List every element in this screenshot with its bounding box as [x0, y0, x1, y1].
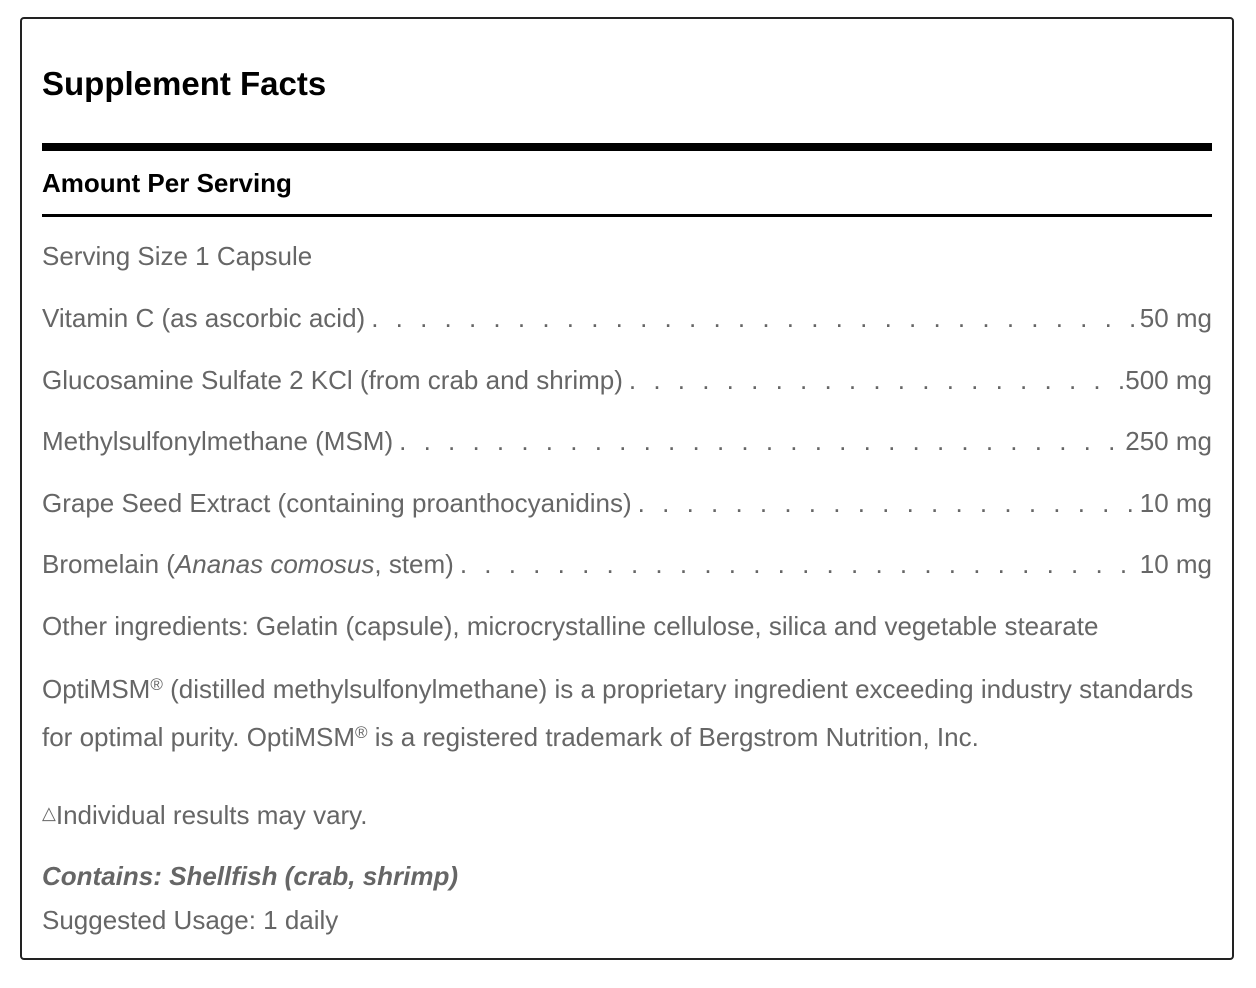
ingredient-name: Grape Seed Extract (containing proanthocyanidins) — [42, 488, 632, 518]
ingredient-row — [42, 300, 1212, 336]
thick-divider — [42, 143, 1212, 151]
registered-mark: ® — [150, 675, 163, 694]
optimsm-note — [42, 665, 1212, 761]
serving-size: Serving Size 1 Capsule — [42, 241, 313, 271]
ingredient-amount: 10 mg — [1139, 488, 1212, 518]
ingredient-amount: 10 mg — [1139, 549, 1212, 579]
dot-leader — [371, 300, 1140, 336]
supplement-facts-panel — [20, 17, 1234, 960]
ingredient-name-prefix: Bromelain ( — [42, 549, 175, 579]
ingredient-name-botanical: Ananas comosus — [174, 549, 375, 579]
ingredient-name-suffix: , stem) — [374, 549, 454, 579]
ingredient-amount: 250 mg — [1125, 426, 1212, 456]
dot-leader — [638, 485, 1140, 521]
ingredient-row — [42, 423, 1212, 459]
suggested-usage: Suggested Usage: 1 daily — [42, 905, 339, 935]
optimsm-note-part1: (distilled methylsulfonylmethane) is a proprietary ingredient exceeding industry standards for optimal purity. — [42, 674, 1194, 752]
optimsm-brand: OptiMSM — [246, 722, 356, 752]
dot-leader — [399, 423, 1125, 459]
disclaimer-text: Individual results may vary. — [55, 800, 368, 830]
ingredient-name — [42, 546, 460, 582]
disclaimer — [42, 797, 1212, 833]
ingredient-amount: 500 mg — [1125, 365, 1212, 395]
optimsm-note-part2: is a registered trademark of Bergstrom Nutrition, Inc. — [367, 722, 979, 752]
triangle-icon: △ — [42, 803, 56, 823]
dot-leader — [629, 362, 1125, 398]
ingredient-row — [42, 546, 1212, 582]
medium-divider — [42, 214, 1212, 217]
registered-mark: ® — [355, 723, 368, 742]
ingredient-row — [42, 485, 1212, 521]
ingredient-row — [42, 362, 1212, 398]
amount-per-serving-header: Amount Per Serving — [42, 168, 292, 198]
panel-title: Supplement Facts — [42, 65, 327, 102]
dot-leader — [460, 546, 1140, 582]
ingredient-name: Glucosamine Sulfate 2 KCl (from crab and shrimp) — [42, 365, 623, 395]
optimsm-brand: OptiMSM — [42, 674, 151, 704]
ingredient-amount: 50 mg — [1139, 303, 1212, 333]
ingredient-name: Methylsulfonylmethane (MSM) — [42, 426, 394, 456]
other-ingredients: Other ingredients: Gelatin (capsule), microcrystalline cellulose, silica and vegetable stearate — [42, 611, 1099, 641]
ingredient-name: Vitamin C (as ascorbic acid) — [42, 303, 366, 333]
allergen-contains: Contains: Shellfish (crab, shrimp) — [42, 861, 459, 891]
